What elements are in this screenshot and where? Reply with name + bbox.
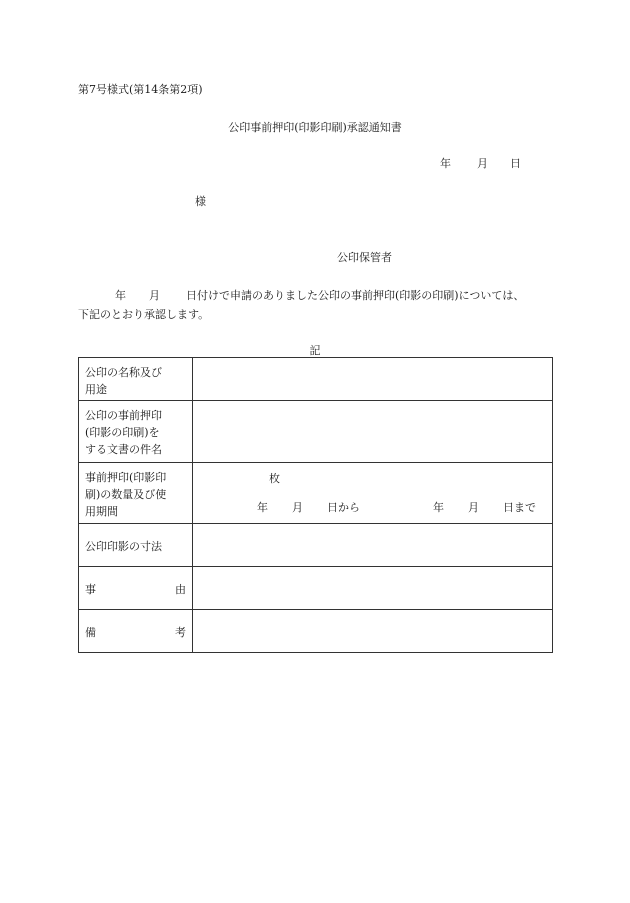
- row-label-seal-dimensions: 公印印影の寸法: [79, 524, 193, 567]
- body-text: [78, 286, 524, 324]
- period-start-year: 年: [257, 501, 268, 514]
- period-line: [257, 499, 536, 516]
- period-start-month: 月: [292, 501, 303, 514]
- details-table: [78, 357, 553, 653]
- addressee-suffix: 様: [195, 195, 206, 208]
- quantity-unit: 枚: [269, 472, 280, 485]
- document-title: 公印事前押印(印影印刷)承認通知書: [228, 121, 402, 134]
- body-year: 年: [115, 289, 126, 302]
- date-day: 日: [510, 157, 521, 170]
- table-row: [79, 524, 553, 567]
- table-row: [79, 610, 553, 653]
- row-label-remarks: 備 考: [79, 610, 193, 653]
- table-row: [79, 358, 553, 401]
- row-label-reason: 事 由: [79, 567, 193, 610]
- date-year: 年: [440, 157, 451, 170]
- ki-heading: 記: [309, 344, 321, 357]
- period-start-day: 日から: [327, 501, 360, 514]
- table-row: [79, 567, 553, 610]
- row-value-seal-dimensions[interactable]: [193, 524, 553, 567]
- form-number: 第7号様式(第14条第2項): [78, 83, 203, 96]
- body-line1-rest: 日付けで申請のありました公印の事前押印(印影の印刷)については、: [186, 289, 525, 302]
- row-value-quantity-period[interactable]: [193, 463, 553, 524]
- table-row: [79, 401, 553, 463]
- period-end-day: 日まで: [503, 501, 536, 514]
- row-value-reason[interactable]: [193, 567, 553, 610]
- table-row: [79, 463, 553, 524]
- row-label-document-subject: 公印の事前押印 (印影の印刷)を する文書の件名: [79, 401, 193, 463]
- row-label-seal-name: 公印の名称及び 用途: [79, 358, 193, 401]
- issuer: 公印保管者: [337, 251, 392, 264]
- period-end-month: 月: [468, 501, 479, 514]
- date-month: 月: [477, 157, 488, 170]
- date-line: [440, 155, 521, 171]
- body-line-1: [78, 286, 524, 305]
- row-value-remarks[interactable]: [193, 610, 553, 653]
- row-value-document-subject[interactable]: [193, 401, 553, 463]
- body-month: 月: [149, 289, 160, 302]
- period-end-year: 年: [433, 501, 444, 514]
- body-line-2: 下記のとおり承認します。: [78, 308, 210, 321]
- row-value-seal-name[interactable]: [193, 358, 553, 401]
- row-label-quantity-period: 事前押印(印影印 刷)の数量及び使 用期間: [79, 463, 193, 524]
